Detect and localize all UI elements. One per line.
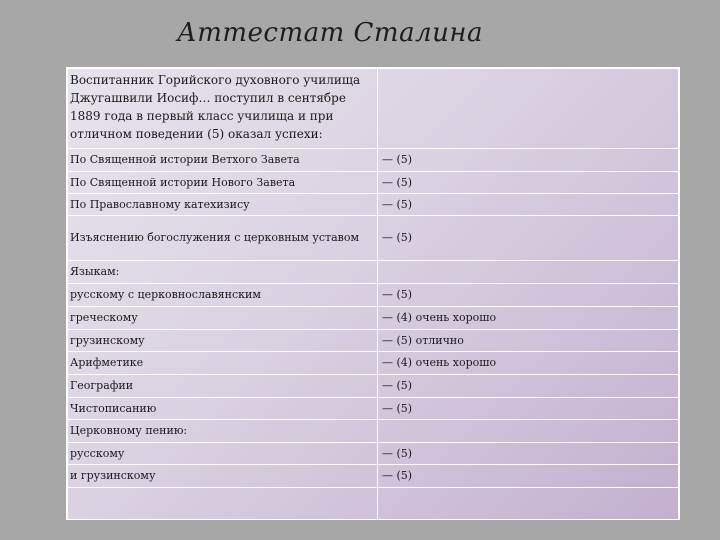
grade-cell: — (5)	[378, 149, 679, 172]
grades-table	[67, 68, 679, 520]
subject-cell: Чистописанию	[68, 398, 378, 420]
table-row	[68, 284, 679, 307]
grade-cell: — (5)	[378, 443, 679, 465]
subject-cell: грузинскому	[68, 330, 378, 352]
table-row	[68, 375, 679, 398]
grade-cell: — (5)	[378, 398, 679, 420]
grade-cell	[378, 420, 679, 443]
empty-row	[68, 488, 679, 521]
table-row	[68, 330, 679, 352]
page-title: Аттестат Сталина	[177, 18, 483, 48]
subject-cell: Языкам:	[68, 261, 378, 284]
grade-cell: — (5)	[378, 375, 679, 398]
table-row	[68, 172, 679, 194]
empty-cell	[378, 488, 679, 521]
subject-cell: Арифметике	[68, 352, 378, 375]
intro-text: Воспитанник Горийского духовного училища Джугашвили Иосиф… поступил в сентябре 1889 года в первый класс училища и при отличном поведении (5) оказал успехи:	[68, 69, 378, 149]
table-row	[68, 194, 679, 216]
grade-cell: — (5)	[378, 194, 679, 216]
grade-cell: — (4) очень хорошо	[378, 352, 679, 375]
grade-cell: — (5)	[378, 172, 679, 194]
certificate-table	[66, 67, 680, 520]
table-row	[68, 443, 679, 465]
grade-cell: — (5)	[378, 284, 679, 307]
subject-cell: По Православному катехизису	[68, 194, 378, 216]
subject-cell: По Священной истории Ветхого Завета	[68, 149, 378, 172]
subject-cell: Изъяснению богослужения с церковным уставом	[68, 216, 378, 261]
subject-cell: Церковному пению:	[68, 420, 378, 443]
subject-cell: греческому	[68, 307, 378, 330]
grade-cell: — (5)	[378, 216, 679, 261]
table-row	[68, 216, 679, 261]
subject-cell: русскому с церковнославянским	[68, 284, 378, 307]
table-row	[68, 149, 679, 172]
subject-cell: По Священной истории Нового Завета	[68, 172, 378, 194]
subject-cell: и грузинскому	[68, 465, 378, 488]
grade-cell: — (4) очень хорошо	[378, 307, 679, 330]
grade-cell	[378, 261, 679, 284]
empty-cell	[68, 488, 378, 521]
table-row	[68, 261, 679, 284]
table-row	[68, 398, 679, 420]
intro-empty-cell	[378, 69, 679, 149]
subject-cell: Географии	[68, 375, 378, 398]
grade-cell: — (5) отлично	[378, 330, 679, 352]
table-row	[68, 420, 679, 443]
table-row	[68, 465, 679, 488]
table-row	[68, 352, 679, 375]
table-row	[68, 307, 679, 330]
intro-row	[68, 69, 679, 149]
subject-cell: русскому	[68, 443, 378, 465]
grade-cell: — (5)	[378, 465, 679, 488]
